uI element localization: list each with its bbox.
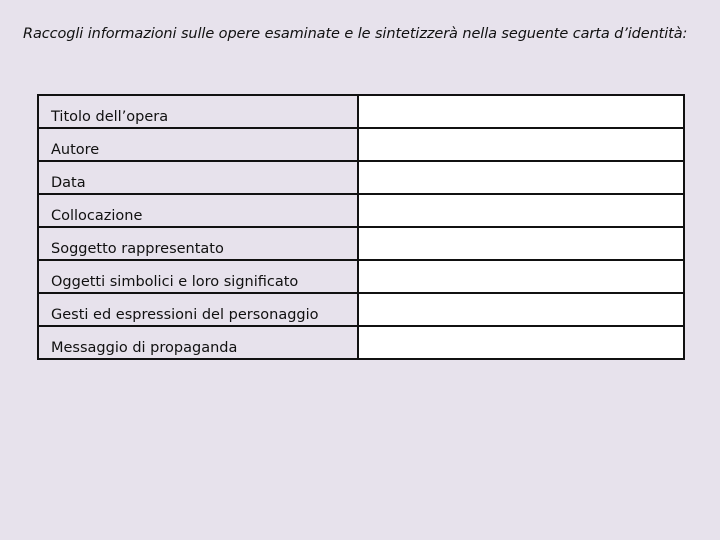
row-label: Data: [38, 161, 358, 194]
row-value-field[interactable]: [358, 326, 684, 359]
row-label: Autore: [38, 128, 358, 161]
table-row: [38, 326, 684, 359]
table-row: [38, 293, 684, 326]
row-value-field[interactable]: [358, 293, 684, 326]
row-value-field[interactable]: [358, 95, 684, 128]
table-row: [38, 161, 684, 194]
row-label: Titolo dell’opera: [38, 95, 358, 128]
row-value-field[interactable]: [358, 227, 684, 260]
row-label: Gesti ed espressioni del personaggio: [38, 293, 358, 326]
row-label: Messaggio di propaganda: [38, 326, 358, 359]
row-label: Oggetti simbolici e loro significato: [38, 260, 358, 293]
table-row: [38, 227, 684, 260]
row-value-field[interactable]: [358, 260, 684, 293]
row-value-field[interactable]: [358, 161, 684, 194]
row-value-field[interactable]: [358, 128, 684, 161]
row-label: Soggetto rappresentato: [38, 227, 358, 260]
table-row: [38, 260, 684, 293]
identity-card-table: [37, 94, 685, 360]
row-label: Collocazione: [38, 194, 358, 227]
table-row: [38, 194, 684, 227]
instruction-text: Raccogli informazioni sulle opere esaminate e le sintetizzerà nella seguente carta d’identità:: [23, 26, 688, 42]
row-value-field[interactable]: [358, 194, 684, 227]
table-row: [38, 128, 684, 161]
table-row: [38, 95, 684, 128]
